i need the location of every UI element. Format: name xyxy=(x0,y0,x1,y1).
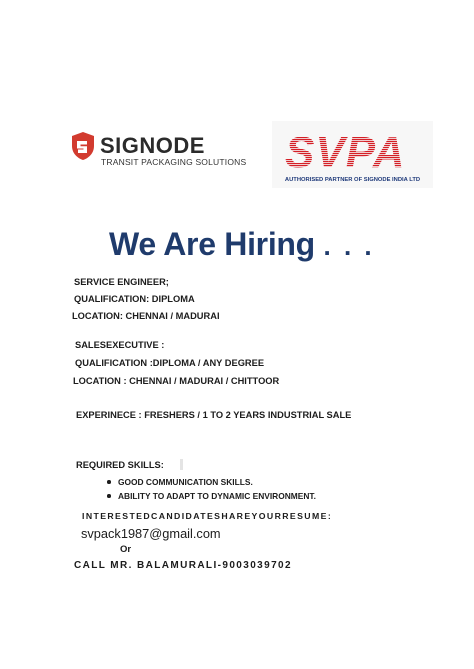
svpa-logo-mark xyxy=(272,121,433,177)
experience-line: EXPERINECE : FRESHERS / 1 TO 2 YEARS INDUSTRIAL SALE xyxy=(76,410,352,420)
faint-mark xyxy=(180,459,183,470)
heading-dots: . . . xyxy=(323,231,375,261)
svg-text:SVPA: SVPA xyxy=(285,128,406,177)
signode-tagline: TRANSIT PACKAGING SOLUTIONS xyxy=(101,157,247,167)
role-qualification: QUALIFICATION: DIPLOMA xyxy=(74,294,195,304)
skills-heading: REQUIRED SKILLS: xyxy=(76,460,164,470)
role-title: SALESEXECUTIVE : xyxy=(75,340,165,350)
svpa-subtitle: AUTHORISED PARTNER OF SIGNODE INDIA LTD xyxy=(284,177,421,183)
call-text: CALL MR. BALAMURALI-9003039702 xyxy=(74,560,292,571)
page-title xyxy=(109,226,375,263)
list-item: GOOD COMMUNICATION SKILLS. xyxy=(104,475,316,489)
role-title: SERVICE ENGINEER; xyxy=(74,277,169,287)
or-text: Or xyxy=(120,544,132,555)
signode-shield-icon xyxy=(71,131,95,161)
signode-logo-text: SIGNODE xyxy=(100,133,205,158)
list-item: ABILITY TO ADAPT TO DYNAMIC ENVIRONMENT. xyxy=(104,489,316,503)
role-location: LOCATION: CHENNAI / MADURAI xyxy=(72,311,220,321)
skills-list xyxy=(104,475,316,503)
email-link[interactable]: svpack1987@gmail.com xyxy=(81,526,221,541)
heading-text: We Are Hiring xyxy=(109,226,315,262)
role-location: LOCATION : CHENNAI / MADURAI / CHITTOOR xyxy=(73,376,280,386)
share-resume-text: INTERESTEDCANDIDATESHAREYOURRESUME: xyxy=(82,511,333,521)
role-qualification: QUALIFICATION :DIPLOMA / ANY DEGREE xyxy=(75,358,265,368)
